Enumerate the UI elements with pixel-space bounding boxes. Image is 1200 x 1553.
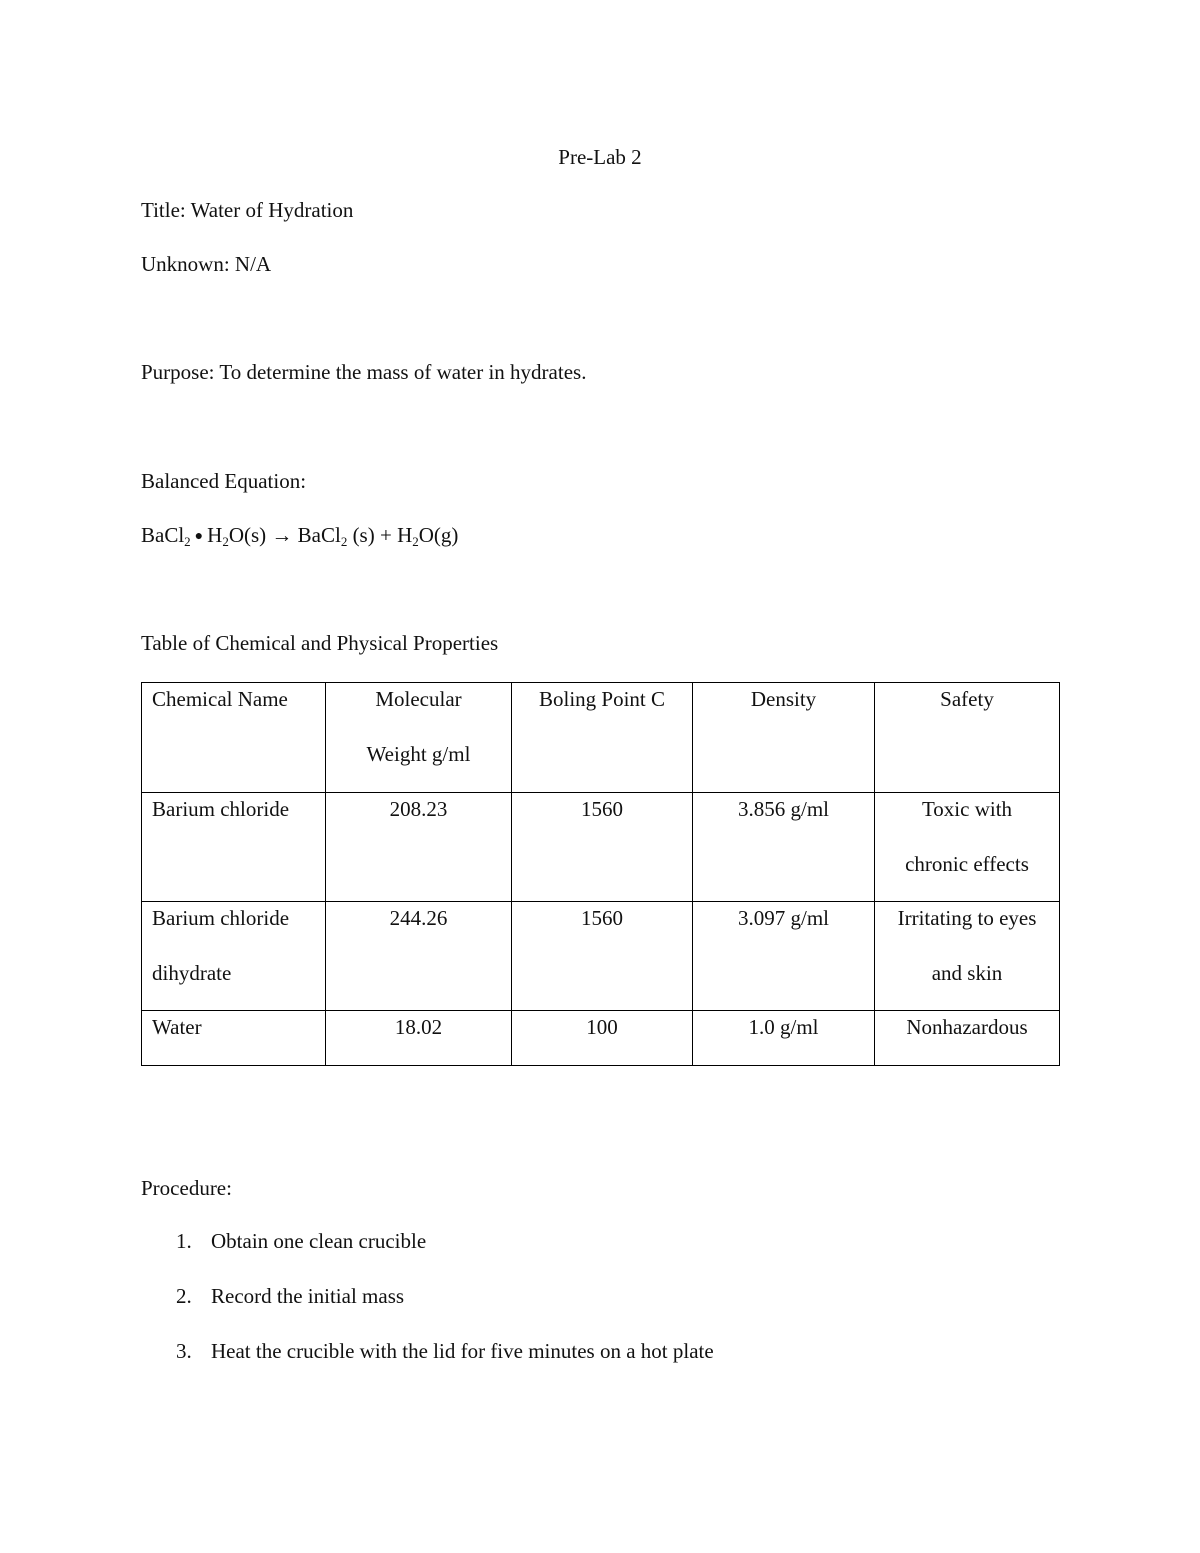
cell-molecular-weight: 18.02	[326, 1011, 512, 1066]
procedure-label: Procedure:	[141, 1176, 232, 1200]
table-row	[142, 1011, 1060, 1066]
reactant-formula: BaCl	[141, 523, 185, 547]
purpose-line: Purpose: To determine the mass of water in hydrates.	[141, 360, 587, 384]
product-formula: BaCl	[297, 523, 341, 547]
unknown-line: Unknown: N/A	[141, 252, 272, 276]
title-line: Title: Water of Hydration	[141, 198, 354, 222]
list-item	[141, 1228, 714, 1283]
water-h: H	[207, 523, 223, 547]
procedure-list	[141, 1228, 714, 1393]
properties-table	[141, 682, 1060, 1066]
cell-safety: Toxic with chronic effects	[875, 793, 1060, 902]
product-subscript: 2	[340, 534, 348, 549]
header-chemical-name: Chemical Name	[142, 683, 326, 793]
reactant-subscript: 2	[184, 534, 191, 549]
balanced-equation	[141, 522, 458, 550]
gas-subscript: 2	[412, 534, 419, 549]
list-item	[141, 1338, 714, 1393]
cell-molecular-weight: 208.23	[326, 793, 512, 902]
cell-boiling-point: 100	[512, 1011, 693, 1066]
hydrate-dot: ●	[194, 529, 204, 544]
step-number: 1.	[176, 1229, 192, 1253]
step-text: Record the initial mass	[211, 1284, 405, 1308]
water-o-state: O(s)	[228, 523, 267, 547]
cell-molecular-weight: 244.26	[326, 902, 512, 1011]
step-text: Obtain one clean crucible	[211, 1229, 427, 1253]
gas-h: H	[397, 523, 413, 547]
step-number: 3.	[176, 1339, 192, 1363]
list-item	[141, 1283, 714, 1338]
table-caption: Table of Chemical and Physical Properties	[141, 631, 499, 655]
cell-chemical-name: Water	[142, 1011, 326, 1066]
cell-boiling-point: 1560	[512, 793, 693, 902]
step-text: Heat the crucible with the lid for five minutes on a hot plate	[211, 1339, 714, 1363]
reaction-arrow: →	[271, 523, 293, 547]
table-row	[142, 793, 1060, 902]
cell-density: 3.856 g/ml	[693, 793, 875, 902]
step-number: 2.	[176, 1284, 192, 1308]
header-boiling-point: Boling Point C	[512, 683, 693, 793]
cell-chemical-name: Barium chloride dihydrate	[142, 902, 326, 1011]
cell-chemical-name: Barium chloride	[142, 793, 326, 902]
gas-o-state: O(g)	[418, 523, 459, 547]
table-header-row	[142, 683, 1060, 793]
document-heading: Pre-Lab 2	[558, 145, 642, 169]
cell-density: 1.0 g/ml	[693, 1011, 875, 1066]
header-density: Density	[693, 683, 875, 793]
table-row	[142, 902, 1060, 1011]
cell-safety: Nonhazardous	[875, 1011, 1060, 1066]
header-molecular-weight: Molecular Weight g/ml	[326, 683, 512, 793]
product-state: (s) +	[352, 523, 392, 547]
cell-safety: Irritating to eyes and skin	[875, 902, 1060, 1011]
cell-boiling-point: 1560	[512, 902, 693, 1011]
water-subscript: 2	[222, 534, 229, 549]
header-safety: Safety	[875, 683, 1060, 793]
cell-density: 3.097 g/ml	[693, 902, 875, 1011]
equation-label: Balanced Equation:	[141, 469, 307, 493]
